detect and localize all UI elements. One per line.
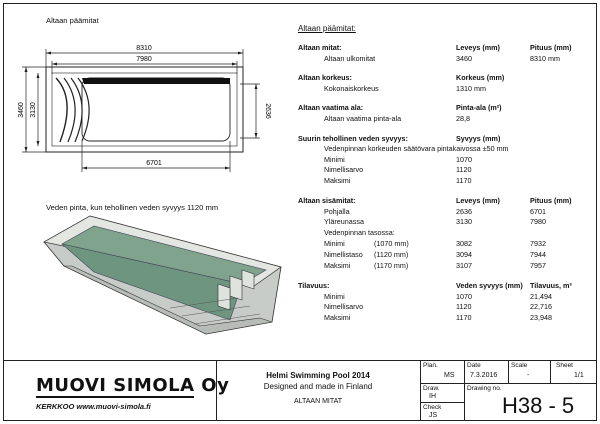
- sisamitat-col2: Pituus (mm): [530, 196, 572, 205]
- ala-title: Altaan vaatima ala:: [298, 103, 364, 112]
- sheet-label: Sheet: [556, 362, 573, 369]
- project-title: Helmi Swimming Pool 2014: [266, 371, 370, 380]
- title-block: [4, 360, 596, 421]
- drawing-no-label: Drawing no.: [467, 385, 502, 392]
- pool-3d-drawing: [4, 4, 294, 344]
- ala-v1: 28,8: [456, 114, 470, 123]
- date-value: 7.3.2016: [470, 372, 498, 379]
- syvyys-row-value: 1170: [456, 176, 472, 185]
- divider: [550, 361, 551, 383]
- sisamitat-level-label: Nimellistaso: [324, 250, 363, 259]
- ala-col1: Pinta-ala (m²): [456, 103, 502, 112]
- sisamitat-level-v2: 7944: [530, 250, 546, 259]
- korkeus-row-label: Kokonaiskorkeus: [324, 84, 379, 93]
- divider: [464, 361, 465, 383]
- divider: [464, 383, 465, 421]
- divider: [420, 402, 464, 403]
- syvyys-col1: Syvyys (mm): [456, 134, 501, 143]
- syvyys-title: Suurin tehollinen veden syvyys:: [298, 134, 408, 143]
- sisamitat-level-label: Minimi: [324, 239, 345, 248]
- korkeus-title: Altaan korkeus:: [298, 73, 352, 82]
- tilavuus-row-v1: 1170: [456, 313, 472, 322]
- sisamitat-row-v1: 3130: [456, 217, 472, 226]
- draw-value: IH: [429, 393, 436, 400]
- tilavuus-row-v2: 23,948: [530, 313, 552, 322]
- designed-text: Designed and made in Finland: [263, 382, 373, 391]
- dim-3460: 3460: [18, 102, 25, 118]
- scale-value: -: [527, 372, 530, 379]
- syvyys-row-value: 1120: [456, 165, 472, 174]
- sisamitat-level-depth: (1120 mm): [374, 250, 409, 259]
- tilavuus-row-v1: 1120: [456, 302, 472, 311]
- sisamitat-level-depth: (1070 mm): [374, 239, 409, 248]
- dim-3130: 3130: [30, 102, 37, 118]
- tilavuus-row-label: Minimi: [324, 292, 345, 301]
- dim-6701: 6701: [146, 160, 162, 167]
- tilavuus-row-label: Maksimi: [324, 313, 351, 322]
- tilavuus-row-v2: 22,716: [530, 302, 552, 311]
- sisamitat-row-v2: 6701: [530, 207, 546, 216]
- dim-7980: 7980: [136, 56, 152, 63]
- draw-label: Draw.: [423, 385, 440, 392]
- sheet-value: 1/1: [574, 372, 584, 379]
- sisamitat-level-label: Maksimi: [324, 261, 351, 270]
- tilavuus-row-v1: 1070: [456, 292, 472, 301]
- mitat-row-label: Altaan ulkomitat: [324, 54, 376, 63]
- sheet-name: ALTAAN MITAT: [293, 398, 343, 405]
- check-value: JS: [429, 412, 438, 419]
- sisamitat-level-v1: 3094: [456, 250, 472, 259]
- sisamitat-level-v1: 3082: [456, 239, 472, 248]
- sisamitat-level-v1: 3107: [456, 261, 472, 270]
- tilavuus-title: Tilavuus:: [298, 281, 330, 290]
- sisamitat-title: Altaan sisämitat:: [298, 196, 356, 205]
- korkeus-v1: 1310 mm: [456, 84, 486, 93]
- drawing-sheet: [3, 3, 597, 421]
- side-view-title: Veden pinta, kun tehollinen veden syvyys 1120 mm: [46, 203, 219, 212]
- top-view-title: Altaan päämitat: [46, 16, 99, 25]
- mitat-title: Altaan mitat:: [298, 43, 342, 52]
- date-label: Date: [467, 362, 481, 369]
- sisamitat-row-label: Pohjalla: [324, 207, 350, 216]
- divider: [508, 361, 509, 383]
- plan-value: MS: [444, 372, 455, 379]
- dim-2636: 2636: [264, 103, 271, 119]
- logo-underline: [36, 396, 194, 398]
- sisamitat-level-v2: 7932: [530, 239, 546, 248]
- divider: [420, 383, 596, 384]
- syvyys-note: Vedenpinnan korkeuden säätövara pintakaivossa ±50 mm: [324, 144, 509, 153]
- sisamitat-row-v1: 2636: [456, 207, 472, 216]
- tilavuus-col1: Veden syvyys (mm): [456, 281, 523, 290]
- syvyys-row-label: Maksimi: [324, 176, 351, 185]
- logo-text: MUOVI SIMOLA Oy: [36, 375, 230, 396]
- specs-heading: Altaan päämitat:: [298, 24, 356, 33]
- tilavuus-col2: Tilavuus, m³: [530, 281, 572, 290]
- syvyys-row-value: 1070: [456, 155, 472, 164]
- divider: [420, 361, 421, 421]
- ala-row-label: Altaan vaatima pinta-ala: [324, 114, 402, 123]
- dim-8310: 8310: [136, 45, 152, 52]
- drawing-no-value: H38 - 5: [502, 393, 575, 418]
- scale-label: Scale: [511, 362, 528, 369]
- divider: [216, 361, 217, 421]
- sisamitat-row-v2: 7980: [530, 217, 546, 226]
- mitat-v2: 8310 mm: [530, 54, 560, 63]
- sisamitat-level-depth: (1170 mm): [374, 261, 409, 270]
- sisamitat-col1: Leveys (mm): [456, 196, 500, 205]
- sisamitat-row-label: Yläreunassa: [324, 217, 364, 226]
- plan-label: Plan.: [423, 362, 438, 369]
- logo-subtitle: KERKKOO www.muovi-simola.fi: [36, 402, 151, 411]
- korkeus-col1: Korkeus (mm): [456, 73, 505, 82]
- syvyys-row-label: Minimi: [324, 155, 345, 164]
- syvyys-row-label: Nimellisarvo: [324, 165, 364, 174]
- tilavuus-row-label: Nimellisarvo: [324, 302, 364, 311]
- mitat-v1: 3460: [456, 54, 472, 63]
- mitat-col1: Leveys (mm): [456, 43, 500, 52]
- mitat-col2: Pituus (mm): [530, 43, 572, 52]
- check-label: Check: [423, 404, 442, 411]
- tilavuus-row-v2: 21,494: [530, 292, 552, 301]
- sisamitat-level-v2: 7957: [530, 261, 546, 270]
- sisamitat-sub: Vedenpinnan tasossa:: [324, 228, 395, 237]
